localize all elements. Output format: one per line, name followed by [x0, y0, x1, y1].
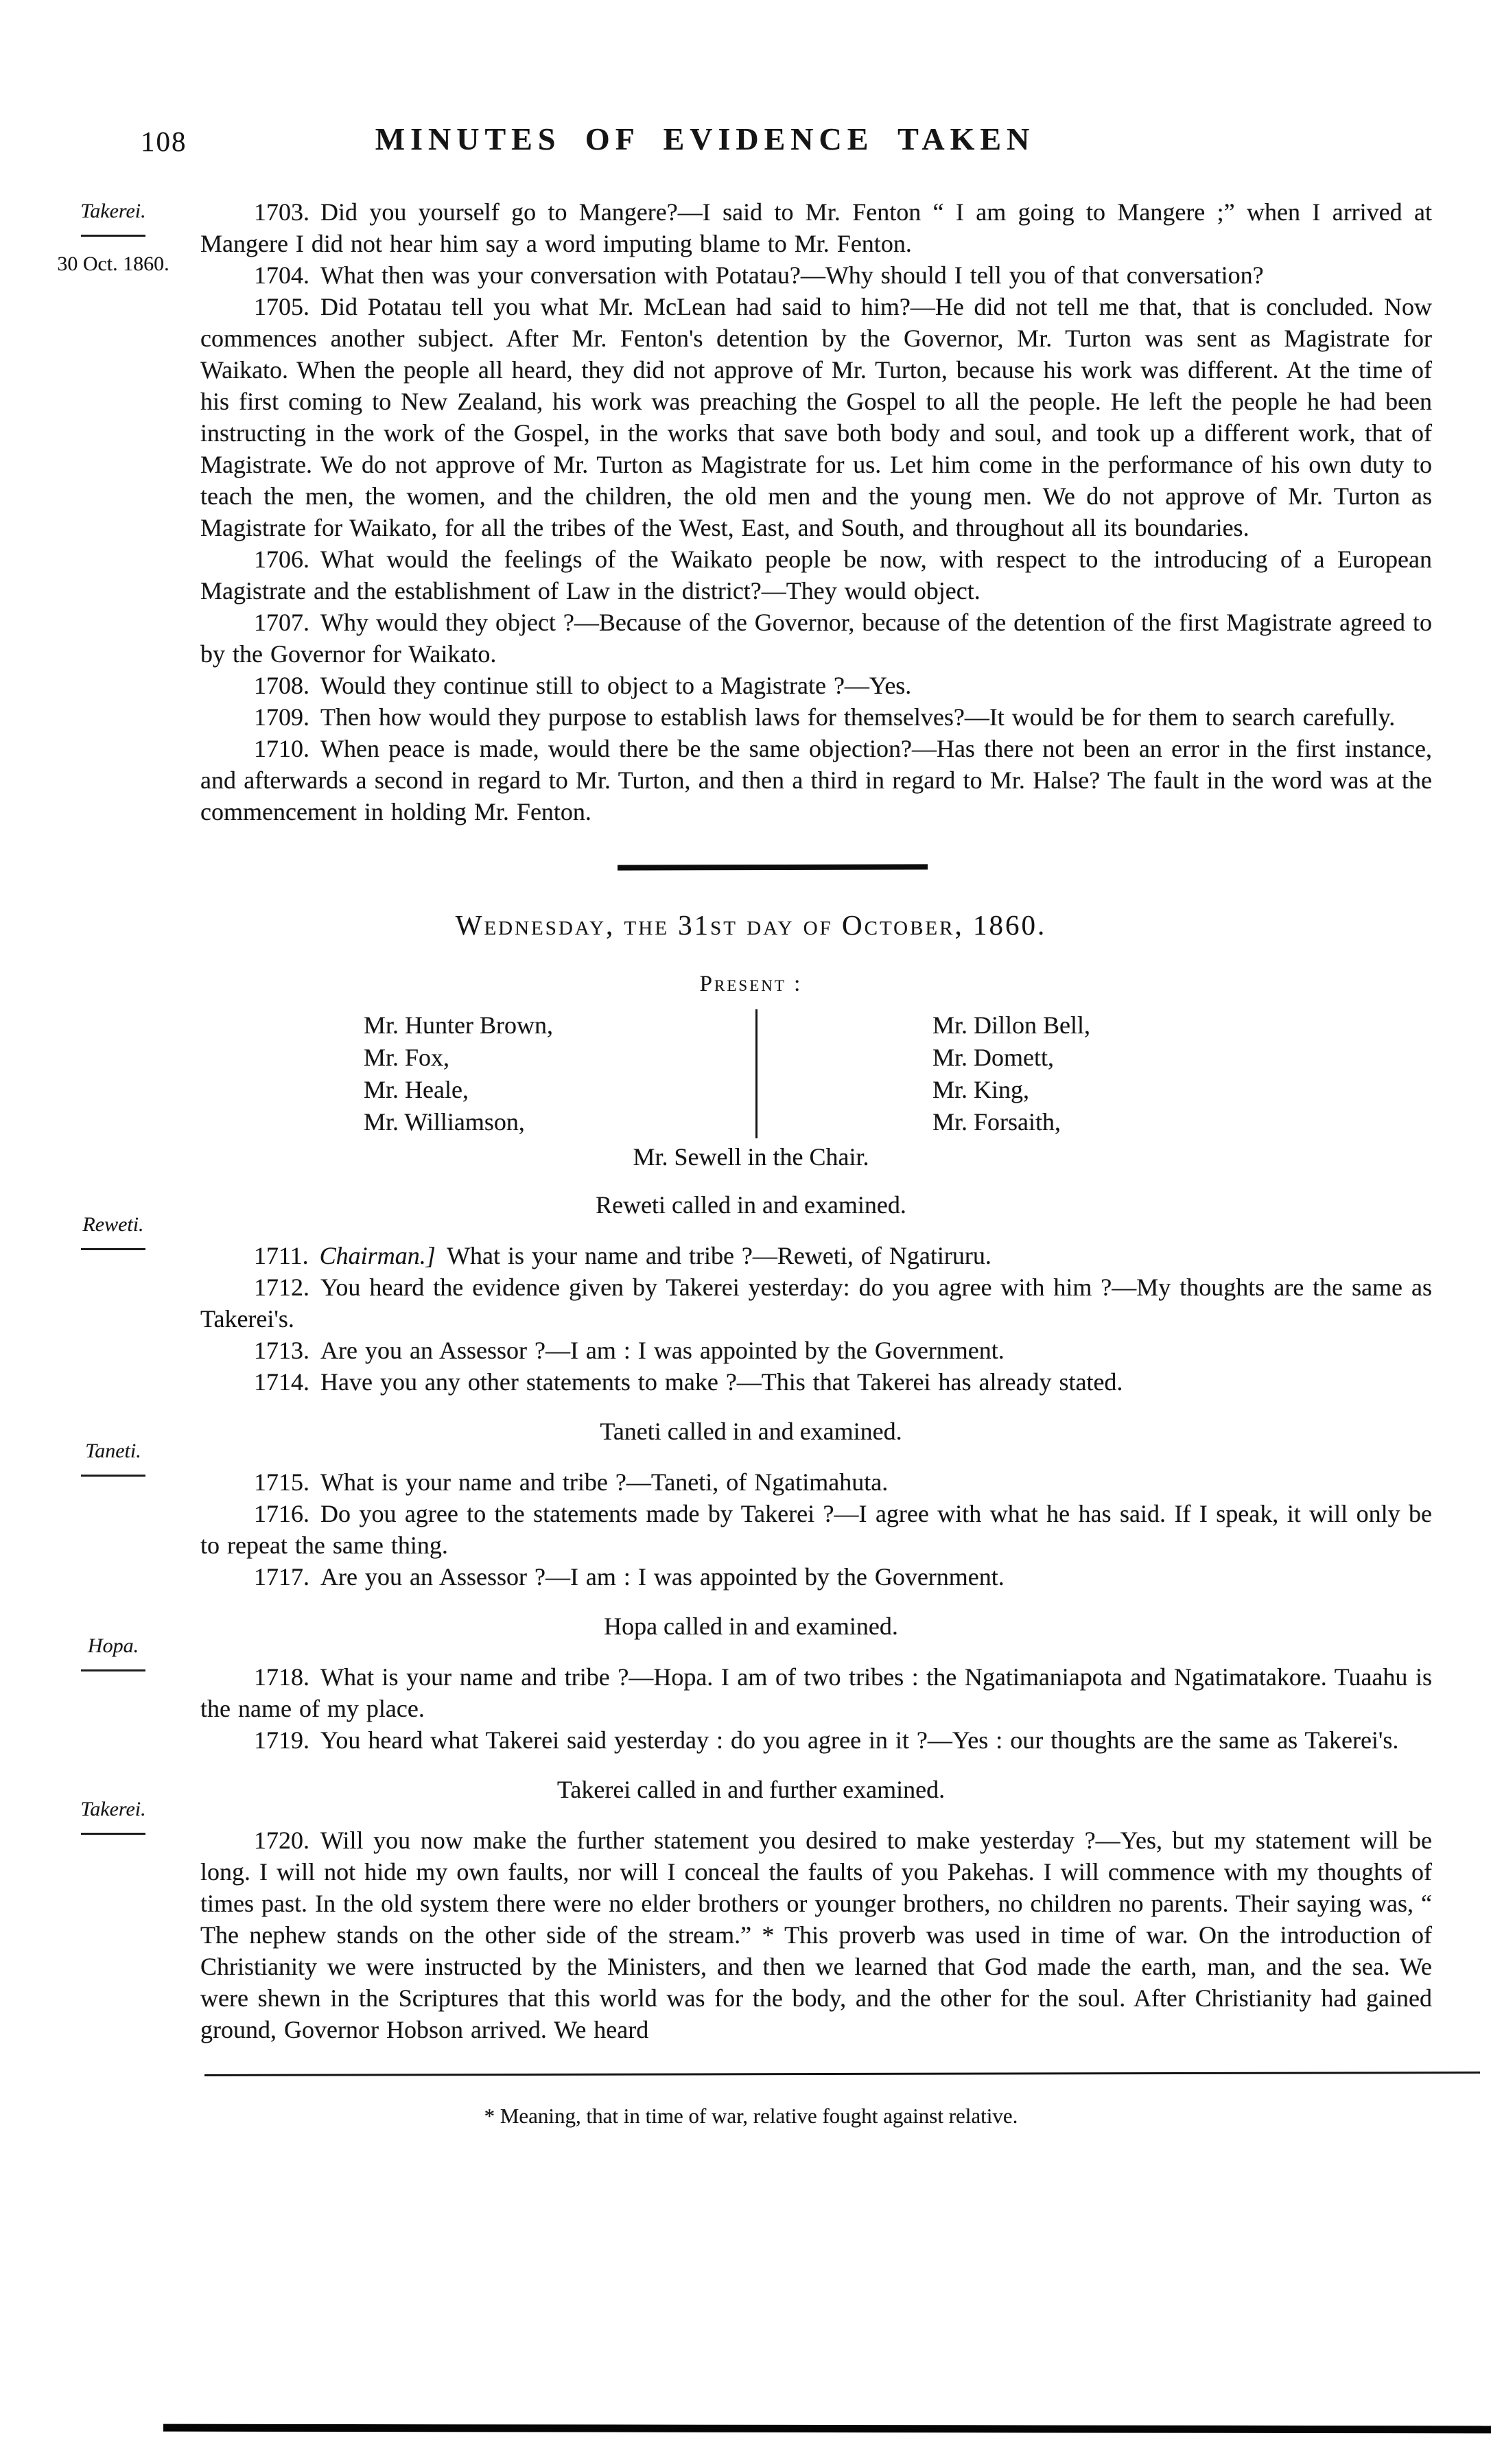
question-text: Did Potatau tell you what Mr. McLean had said to him?—He did not tell me that, that is concluded. Now commences another subject. After Mr. Fenton's detention by the Governor, Mr. Turton was sent as Magistrate for Waikato. When the people all heard, they did not approve of Mr. Turton, because his work was different. At the time of his first coming to New Zealand, his work was preaching the Gospel to all the people. He left the people he had been instructing in the work of the Gospel, in the works that save both body and soul, and took up a different work, that of Magistrate. We do not approve of Mr. Turton as Magistrate for us. Let him come in the performance of his own duty to teach the men, the women, and the children, the old men and the young men. We do not approve of Mr. Turton as Magistrate for Waikato, for all the tribes of the West, East, and South, and throughout all its boundaries.: [200, 293, 1432, 541]
qa-paragraph-1706: [200, 543, 1432, 607]
present-label: Present :: [699, 972, 803, 996]
attendee-column-right: [758, 1009, 1090, 1138]
margin-note-witness-name: Reweti.: [82, 1213, 144, 1236]
margin-note-rule: [81, 1669, 145, 1671]
question-number: 1704.: [254, 261, 309, 289]
question-text: You heard the evidence given by Takerei yesterday: do you agree with him ?—My thoughts are the same as Takerei's.: [200, 1274, 1432, 1333]
question-number: 1714.: [254, 1368, 309, 1396]
attendee: Mr. Williamson,: [364, 1108, 525, 1136]
section-taneti: [85, 1417, 1432, 1593]
question-number: 1706.: [254, 545, 309, 573]
attendee-column-left: [200, 1009, 758, 1138]
question-number: 1715.: [254, 1468, 309, 1496]
section-takerei-further: [80, 1775, 1432, 2045]
question-number: 1703.: [254, 198, 309, 226]
margin-note-witness-name: Takerei.: [80, 200, 146, 222]
attendee: Mr. Fox,: [364, 1044, 450, 1071]
qa-paragraph-1711: [200, 1240, 1432, 1271]
margin-note-date: 30 Oct. 1860.: [57, 253, 169, 275]
margin-note-witness-name: Taneti.: [85, 1440, 141, 1462]
question-text: Do you agree to the statements made by Takerei ?—I agree with what he has said. If I speak, it will only be to repeat the same thing.: [200, 1500, 1432, 1559]
margin-note-takerei-1: [41, 199, 185, 277]
qa-paragraph-1708: [200, 670, 1432, 701]
section-reweti: [82, 1190, 1432, 1398]
question-text: When peace is made, would there be the same objection?—Has there not been an error in the first instance, and afterwards a second in regard to Mr. Turton, and then a third in regard to Mr. Halse? The fault in the word was at the commencement in holding Mr. Fenton.: [200, 735, 1432, 825]
question-text: Have you any other statements to make ?—This that Takerei has already stated.: [320, 1368, 1123, 1396]
question-text: Then how would they purpose to establish laws for themselves?—It would be for them to search carefully.: [320, 703, 1396, 731]
qa-paragraph-1717: [200, 1561, 1432, 1593]
question-text: Will you now make the further statement you desired to make yesterday ?—Yes, but my statement will be long. I will not hide my own faults, nor will I conceal the faults of you Pakehas. I will commence with my thoughts of times past. In the old system there were no elder brothers or younger brothers, no children no parents. Their saying was, “ The nephew stands on the other side of the stream.” * This proverb was used in time of war. On the introduction of Christianity we were instructed by the Ministers, and then we learned that God made the earth, man, and the sea. We were shewn in the Scriptures that this world was for the body, and the other for the soul. After Christianity had gained ground, Governor Hobson arrived. We heard: [200, 1827, 1432, 2043]
question-text: You heard what Takerei said yesterday : do you agree in it ?—Yes : our thoughts are the same as Takerei's.: [320, 1726, 1399, 1754]
question-text: What is your name and tribe ?—Taneti, of Ngatimahuta.: [320, 1468, 889, 1496]
question-number: 1713.: [254, 1337, 309, 1364]
attendee: Mr. Hunter Brown,: [364, 1011, 553, 1039]
session-30-october: [57, 196, 1433, 828]
question-number: 1708.: [254, 672, 309, 699]
attendee: Mr. Dillon Bell,: [932, 1011, 1091, 1039]
margin-note-rule: [81, 1833, 145, 1835]
attendee-list: [200, 1009, 1432, 1138]
attendee: Mr. Domett,: [932, 1044, 1054, 1071]
margin-note-witness-name: Takerei.: [80, 1798, 146, 1820]
question-number: 1712.: [254, 1274, 309, 1301]
question-text: Why would they object ?—Because of the Governor, because of the detention of the first Magistrate agreed to by the Governor for Waikato.: [200, 609, 1433, 668]
question-text: Are you an Assessor ?—I am : I was appointed by the Government.: [320, 1563, 1005, 1591]
section-heading-reweti: Reweti called in and examined.: [596, 1191, 906, 1219]
attendee: Mr. Forsaith,: [932, 1108, 1061, 1136]
footnote-text: * Meaning, that in time of war, relative fought against relative.: [484, 2104, 1018, 2128]
question-text: What would the feelings of the Waikato people be now, with respect to the introducing of a European Magistrate and the establishment of Law in the district?—They would object.: [200, 545, 1432, 605]
margin-note-rule: [81, 1248, 145, 1250]
section-heading-takerei-further: Takerei called in and further examined.: [556, 1776, 946, 1803]
page-header: [0, 121, 1491, 162]
chairman-line: Mr. Sewell in the Chair.: [633, 1143, 869, 1171]
chairman-prefix: Chairman.]: [319, 1242, 436, 1269]
question-text: Are you an Assessor ?—I am : I was appointed by the Government.: [320, 1337, 1005, 1364]
qa-paragraph-1716: [200, 1498, 1432, 1561]
question-text: What is your name and tribe ?—Reweti, of Ngatiruru.: [447, 1242, 991, 1269]
page-number: 108: [141, 126, 187, 157]
main-text-column: [57, 196, 1433, 2128]
question-text: Would they continue still to object to a Magistrate ?—Yes.: [320, 672, 912, 699]
session-divider-rule: [617, 864, 927, 870]
margin-note-rule: [81, 1475, 145, 1477]
question-number: 1717.: [254, 1563, 309, 1591]
question-number: 1719.: [254, 1726, 309, 1754]
question-number: 1710.: [254, 735, 309, 762]
question-number: 1707.: [254, 609, 309, 636]
qa-paragraph-1720: [200, 1824, 1432, 2045]
question-number: 1718.: [254, 1663, 309, 1691]
attendee: Mr. King,: [932, 1076, 1030, 1103]
qa-paragraph-1715: [200, 1466, 1432, 1498]
session-date-heading: Wednesday, the 31st day of October, 1860.: [455, 909, 1047, 941]
section-heading-hopa: Hopa called in and examined.: [604, 1612, 898, 1640]
section-heading-taneti: Taneti called in and examined.: [600, 1418, 902, 1445]
qa-paragraph-1705: [200, 291, 1432, 543]
section-hopa: [87, 1612, 1432, 1756]
footnote-rule: [204, 2072, 1480, 2076]
qa-paragraph-1710: [200, 733, 1432, 828]
qa-paragraph-1714: [200, 1366, 1432, 1398]
bottom-press-bar: [163, 2424, 1491, 2434]
qa-paragraph-1718: [200, 1661, 1432, 1724]
qa-paragraph-1704: [200, 259, 1432, 291]
qa-paragraph-1709: [200, 701, 1432, 733]
attendee: Mr. Heale,: [364, 1076, 469, 1103]
qa-paragraph-1712: [200, 1271, 1432, 1335]
page-title: MINUTES OF EVIDENCE TAKEN: [375, 121, 1035, 156]
margin-note-witness-name: Hopa.: [87, 1634, 139, 1657]
question-number: 1709.: [254, 703, 309, 731]
qa-paragraph-1713: [200, 1335, 1432, 1366]
question-number: 1720.: [254, 1827, 309, 1854]
qa-paragraph-1719: [200, 1724, 1432, 1756]
question-number: 1716.: [254, 1500, 309, 1527]
question-number: 1711.: [254, 1242, 309, 1269]
question-number: 1705.: [254, 293, 309, 320]
question-text: What then was your conversation with Potatau?—Why should I tell you of that conversation?: [320, 261, 1264, 289]
question-text: What is your name and tribe ?—Hopa. I am of two tribes : the Ngatimaniapota and Ngatimatakore. Tuaahu is the name of my place.: [200, 1663, 1432, 1722]
margin-note-rule: [81, 235, 145, 237]
question-text: Did you yourself go to Mangere?—I said to Mr. Fenton “ I am going to Mangere ;” when I arrived at Mangere I did not hear him say a word imputing blame to Mr. Fenton.: [200, 198, 1432, 257]
qa-paragraph-1703: [200, 196, 1432, 259]
qa-paragraph-1707: [200, 607, 1432, 670]
